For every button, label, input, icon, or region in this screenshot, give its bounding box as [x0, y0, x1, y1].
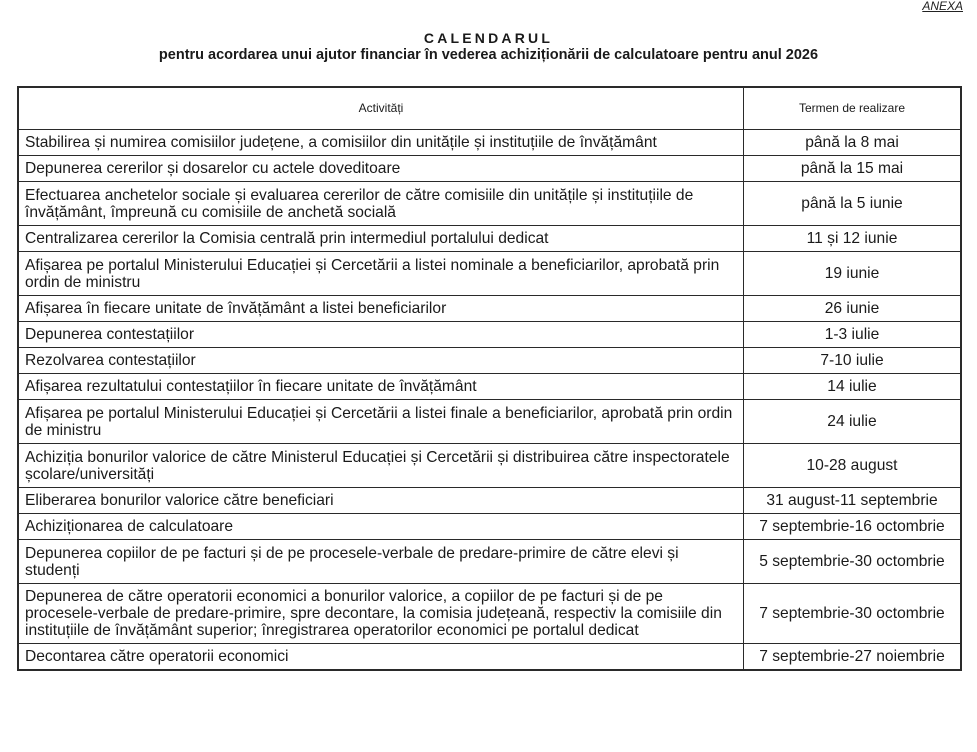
deadline-cell: 26 iunie: [744, 296, 962, 322]
deadline-cell: 24 iulie: [744, 400, 962, 444]
table-row: [18, 374, 961, 400]
activity-cell: Centralizarea cererilor la Comisia centrală prin intermediul portalului dedicat: [18, 226, 744, 252]
table-row: [18, 296, 961, 322]
table-row: [18, 488, 961, 514]
activity-cell: Decontarea către operatorii economici: [18, 644, 744, 671]
table-row: [18, 130, 961, 156]
activity-cell: Rezolvarea contestațiilor: [18, 348, 744, 374]
activity-cell: Depunerea cererilor și dosarelor cu actele doveditoare: [18, 156, 744, 182]
activity-cell: Eliberarea bonurilor valorice către beneficiari: [18, 488, 744, 514]
table-row: [18, 348, 961, 374]
activity-cell: Afișarea pe portalul Ministerului Educației și Cercetării a listei finale a beneficiarilor, aprobată prin ordin de ministru: [18, 400, 744, 444]
table-row: [18, 322, 961, 348]
table-row: [18, 182, 961, 226]
deadline-cell: 1-3 iulie: [744, 322, 962, 348]
activity-cell: Depunerea copiilor de pe facturi și de pe procesele-verbale de predare-primire de către elevi și studenți: [18, 540, 744, 584]
deadline-cell: 5 septembrie-30 octombrie: [744, 540, 962, 584]
activity-cell: Depunerea contestațiilor: [18, 322, 744, 348]
document-subtitle: pentru acordarea unui ajutor financiar în vederea achiziționării de calculatoare pentru anul 2026: [158, 47, 819, 63]
deadline-cell: 7-10 iulie: [744, 348, 962, 374]
activity-cell: Depunerea de către operatorii economici a bonurilor valorice, a copiilor de pe facturi și de pe procesele-verbale de predare-primire, spre decontare, la comisia județeană, respectiv la comisiile din instituțiile de învățământ superior; înregistrarea operatorilor economici pe portalul dedicat: [18, 584, 744, 644]
table-row: [18, 540, 961, 584]
activity-cell: Stabilirea și numirea comisiilor județene, a comisiilor din unitățile și instituțiile de învățământ: [18, 130, 744, 156]
table-row: [18, 514, 961, 540]
deadline-cell: 7 septembrie-16 octombrie: [744, 514, 962, 540]
activity-cell: Achiziția bonurilor valorice de către Ministerul Educației și Cercetării și distribuirea către inspectoratele școlare/universități: [18, 444, 744, 488]
deadline-cell: 11 și 12 iunie: [744, 226, 962, 252]
table-row: [18, 400, 961, 444]
deadline-cell: până la 15 mai: [744, 156, 962, 182]
table-row: [18, 252, 961, 296]
activity-cell: Afișarea în fiecare unitate de învățământ a listei beneficiarilor: [18, 296, 744, 322]
table-header-row: [18, 87, 961, 130]
activity-cell: Achiziționarea de calculatoare: [18, 514, 744, 540]
deadline-cell: până la 5 iunie: [744, 182, 962, 226]
table-row: [18, 156, 961, 182]
deadline-cell: 7 septembrie-27 noiembrie: [744, 644, 962, 671]
table-row: [18, 226, 961, 252]
activity-cell: Afișarea pe portalul Ministerului Educației și Cercetării a listei nominale a beneficiarilor, aprobată prin ordin de ministru: [18, 252, 744, 296]
header-activity: Activități: [18, 87, 744, 130]
activity-cell: Efectuarea anchetelor sociale și evaluarea cererilor de către comisiile din unitățile și instituțiile de învățământ, împreună cu comisiile de anchetă socială: [18, 182, 744, 226]
deadline-cell: 10-28 august: [744, 444, 962, 488]
header-deadline: Termen de realizare: [744, 87, 962, 130]
deadline-cell: 14 iulie: [744, 374, 962, 400]
deadline-cell: 19 iunie: [744, 252, 962, 296]
document-title: CALENDARUL: [423, 30, 554, 46]
table-row: [18, 444, 961, 488]
calendar-table: [17, 86, 962, 671]
deadline-cell: 7 septembrie-30 octombrie: [744, 584, 962, 644]
deadline-cell: 31 august-11 septembrie: [744, 488, 962, 514]
deadline-cell: până la 8 mai: [744, 130, 962, 156]
annex-label: ANEXA: [922, 0, 963, 13]
table-row: [18, 644, 961, 671]
activity-cell: Afișarea rezultatului contestațiilor în fiecare unitate de învățământ: [18, 374, 744, 400]
table-row: [18, 584, 961, 644]
